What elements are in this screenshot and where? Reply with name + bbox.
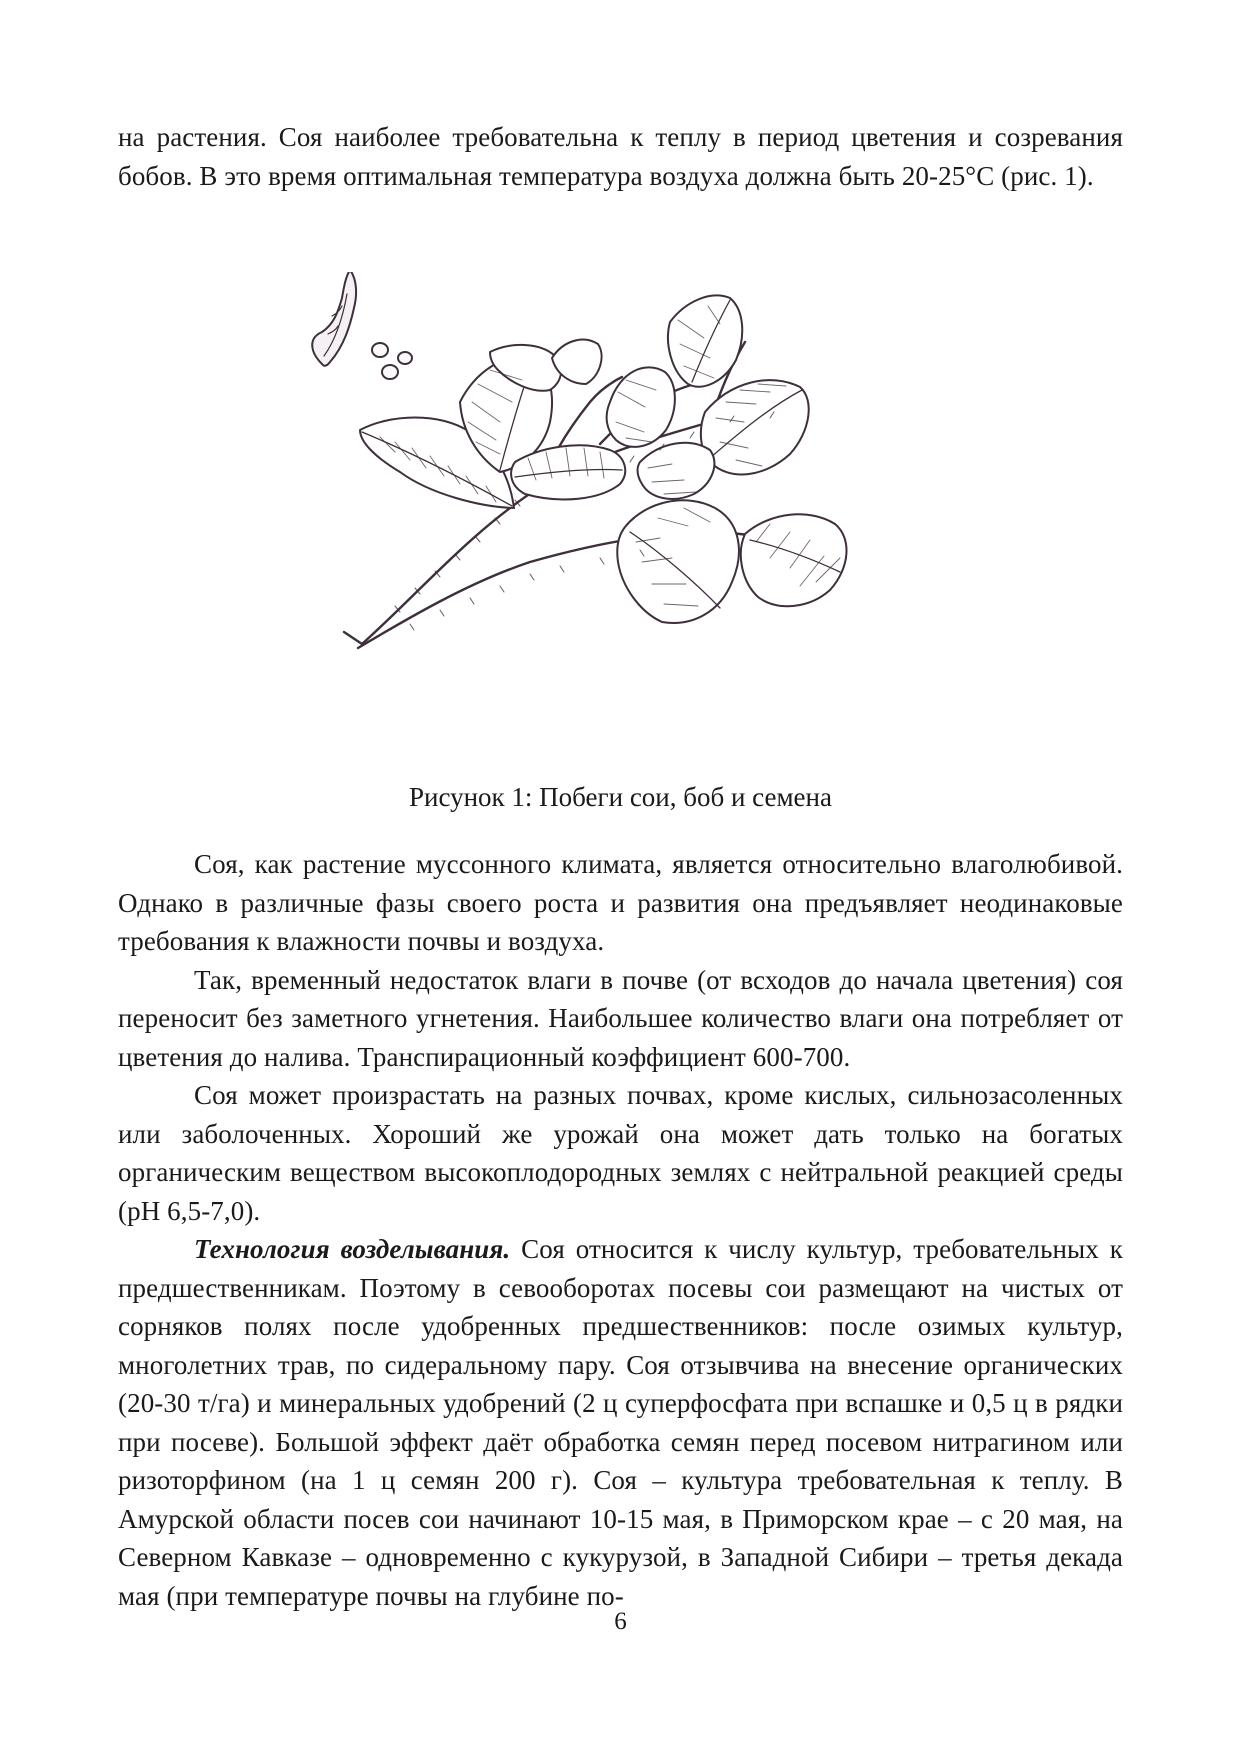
seeds (372, 343, 412, 379)
figure-caption: Рисунок 1: Побеги сои, боб и семена (409, 782, 832, 812)
intro-paragraph: на растения. Соя наиболее требовательна к теплу в период цветения и созревания бобов. В это время оптимальная температура воздуха должна быть 20-25°С (рис. 1). (118, 122, 1123, 191)
paragraph: Соя может произрастать на разных почвах, кроме кислых, сильнозасоленных или заболоченных. Хороший же урожай она может дать только на богатых органическим веществом высокоплодородных землях с нейтральной реакцией среды (рН 6,5-7,0). (118, 1080, 1123, 1226)
technology-text: Соя относится к числу культур, требовательных к предшественникам. Поэтому в севооборотах посевы сои размещают на чистых от сорняков полях после удобренных предшественников: после озимых культур, многолетних трав, по сидеральному пару. Соя отзывчива на внесение органических (20-30 т/га) и минеральных удобрений (2 ц суперфосфата при вспашке и 0,5 ц в рядки при посеве). Большой эффект даёт обработка семян перед посевом нитрагином или ризоторфином (на 1 ц семян 200 г). Соя – культура требовательная к теплу. В Амурской области посев сои начинают 10-15 мая, в Приморском крае – с 20 мая, на Северном Кавказе – одновременно с кукурузой, в Западной Сибири – третья декада мая (при температуре почвы на глубине по- (118, 1234, 1123, 1611)
paragraph: Так, временный недостаток влаги в почве (от всходов до начала цветения) соя переносит без заметного угнетения. Наибольшее количество влаги она потребляет от цветения до налива. Транспирационный коэффициент 600-700. (118, 964, 1123, 1072)
technology-paragraph (118, 1230, 1123, 1615)
soybean-illustration (300, 272, 950, 747)
leaves (360, 295, 846, 622)
page-number: 6 (614, 1608, 627, 1635)
technology-heading: Технология возделывания. (194, 1234, 511, 1264)
page-text-body (118, 845, 1123, 1615)
paragraph: Соя, как растение муссонного климата, является относительно влаголюбивой. Однако в различные фазы своего роста и развития она предъявляет неодинаковые требования к влажности почвы и воздуха. (118, 849, 1123, 956)
soybean-drawing (300, 272, 950, 747)
page-text-top (118, 118, 1123, 195)
bean-pod (312, 272, 356, 366)
